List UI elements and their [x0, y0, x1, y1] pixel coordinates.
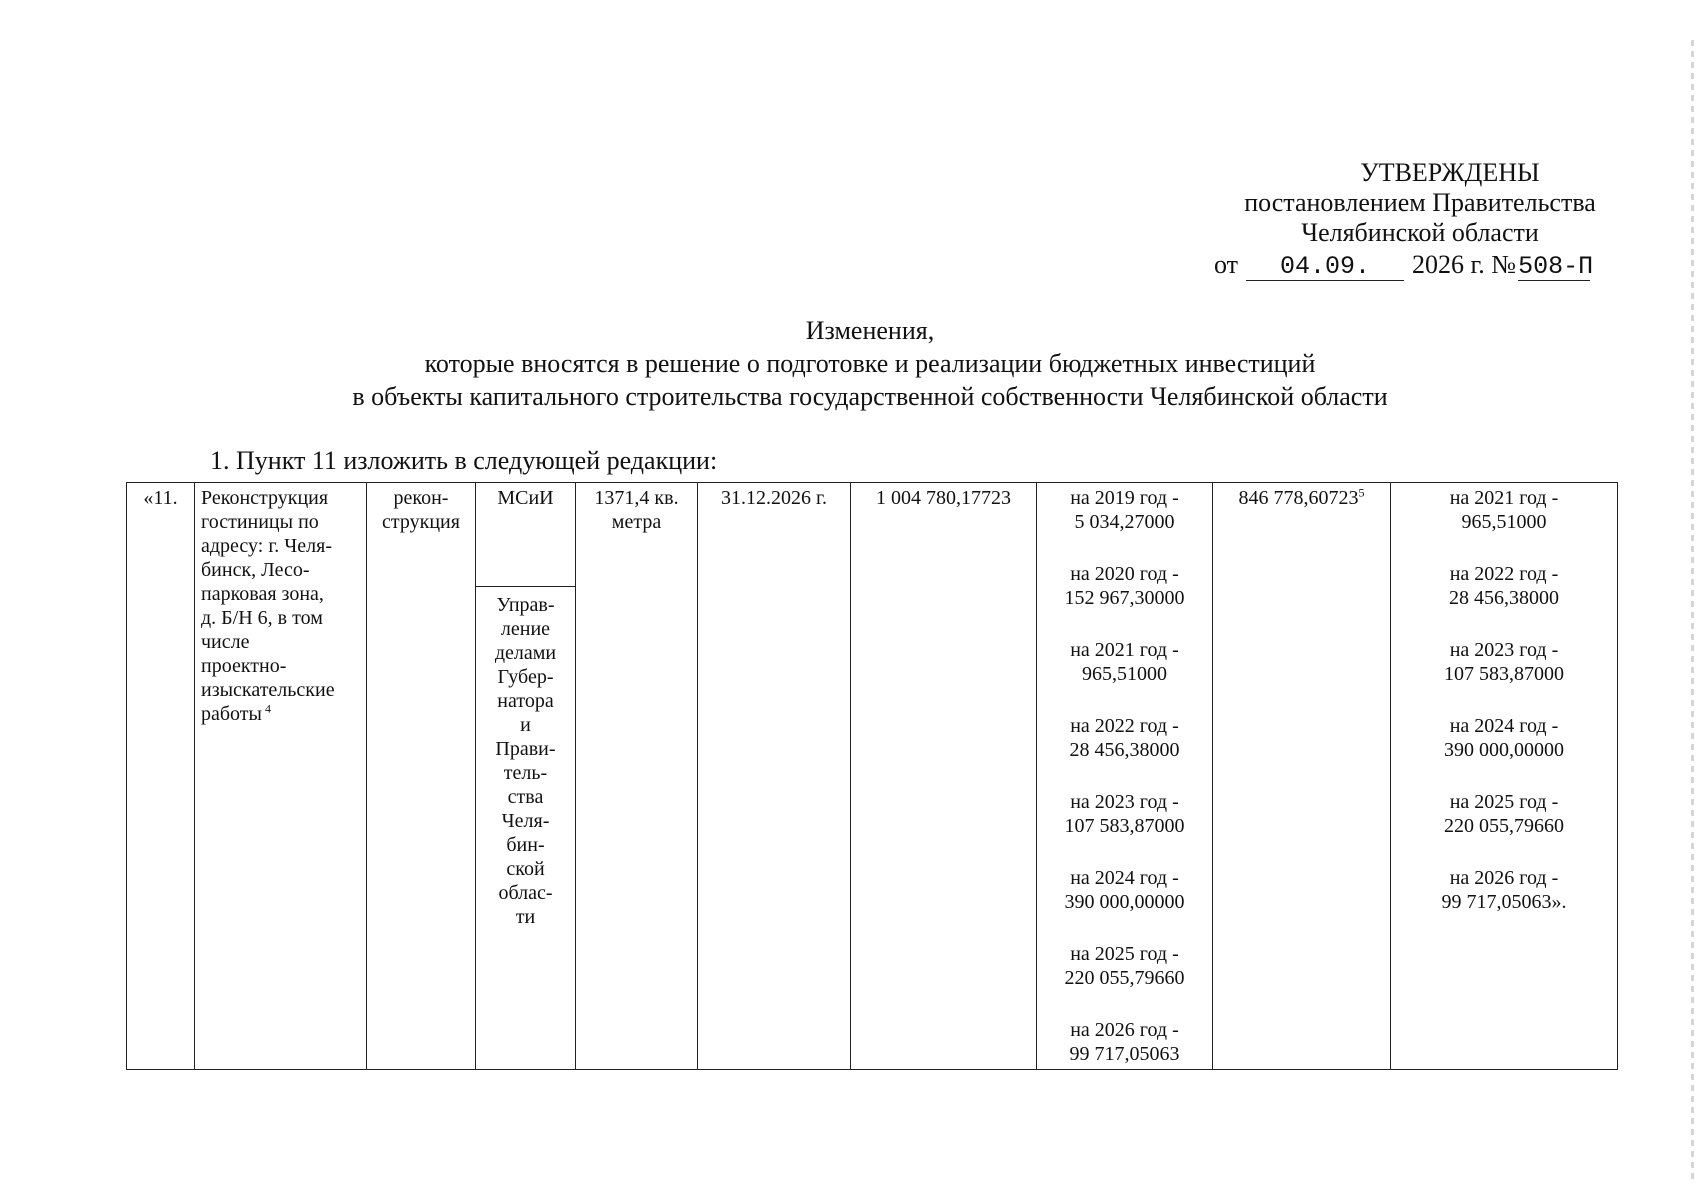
- object-name-line: работы $^4$: [201, 701, 271, 725]
- customer-administration: [476, 587, 575, 929]
- list-item: [1065, 562, 1185, 610]
- list-item: [1070, 1018, 1180, 1066]
- object-name-line: гостиницы по: [201, 511, 319, 533]
- object-name: [201, 486, 360, 726]
- object-name-line: д. Б/Н 6, в том: [201, 607, 323, 629]
- allocation-year: на 2021 год -: [1449, 487, 1559, 509]
- work-type: [373, 486, 469, 534]
- object-name-cell: [195, 483, 367, 1070]
- customer-line: Управ-: [496, 594, 555, 616]
- approval-stamp: [1190, 158, 1650, 281]
- list-item: [1450, 486, 1559, 534]
- approval-date-line: [1214, 250, 1650, 281]
- title-line-1: Изменения,: [805, 316, 935, 345]
- approval-year: 2026 г. №: [1412, 250, 1517, 279]
- allocation-amount: 390 000,00000: [1444, 739, 1564, 761]
- allocation-amount: 28 456,38000: [1449, 587, 1559, 609]
- list-item: [1444, 714, 1564, 762]
- approval-date: 04.09.: [1246, 254, 1404, 281]
- object-name-line: парковая зона,: [201, 583, 324, 605]
- list-item: [1070, 714, 1180, 762]
- investment-table: [126, 482, 1618, 1070]
- deadline-cell: [698, 483, 851, 1070]
- customer-line: Губер-: [497, 666, 554, 688]
- object-name-line: проектно-: [201, 655, 287, 677]
- customer-line: тель-: [503, 762, 548, 784]
- capacity: [582, 486, 691, 534]
- total-amount: 846 778,60723: [1238, 487, 1359, 509]
- allocation-year: на 2025 год -: [1070, 943, 1179, 965]
- title-line-2: которые вносятся в решение о подготовке и реализации бюджетных инвестиций: [424, 349, 1316, 378]
- regional-allocations-cell: [1391, 483, 1618, 1070]
- customer-line: ской: [506, 858, 545, 880]
- list-item: [1065, 942, 1185, 990]
- customer-line: облас-: [498, 882, 553, 904]
- customer-line: и: [520, 714, 531, 736]
- object-name-line: числе: [201, 631, 250, 653]
- capacity-line: 1371,4 кв.: [594, 487, 679, 509]
- list-item: [1070, 638, 1179, 686]
- allocations-list: [1043, 486, 1206, 1066]
- allocation-amount: 220 055,79660: [1064, 967, 1185, 989]
- object-name-line: адресу: г. Челя-: [201, 535, 332, 557]
- object-name-line: Реконструкция: [201, 487, 329, 509]
- customer-line: бин-: [506, 834, 545, 856]
- regional-allocations-list: [1397, 486, 1611, 914]
- allocation-amount: 965,51000: [1461, 511, 1547, 533]
- customer-line: ление: [500, 618, 551, 640]
- list-item: [1442, 866, 1567, 914]
- allocation-year: на 2020 год -: [1070, 563, 1179, 585]
- customer-line: Челя-: [501, 810, 550, 832]
- customer-line: делами: [494, 642, 557, 664]
- allocation-year: на 2023 год -: [1449, 639, 1559, 661]
- list-item: [1065, 790, 1185, 838]
- customer-line: ти: [515, 906, 536, 928]
- allocation-amount: 107 583,87000: [1064, 815, 1185, 837]
- customer-ministry: МСиИ: [476, 483, 575, 587]
- allocation-year: на 2021 год -: [1070, 639, 1179, 661]
- list-item: [1070, 486, 1179, 534]
- object-footnote: 4: [261, 701, 271, 716]
- allocation-amount: 5 034,27000: [1074, 511, 1175, 533]
- allocation-year: на 2026 год -: [1070, 1019, 1179, 1041]
- row-number: «11.: [127, 483, 195, 1070]
- allocation-year: на 2024 год -: [1070, 867, 1179, 889]
- allocation-amount: 99 717,05063: [1069, 1043, 1180, 1065]
- total-amount-cell: [1213, 483, 1391, 1070]
- allocation-year: на 2022 год -: [1070, 715, 1179, 737]
- allocation-amount: 152 967,30000: [1064, 587, 1185, 609]
- lead-paragraph: 1. Пункт 11 изложить в следующей редакции:: [210, 446, 718, 475]
- object-name-line: бинск, Лесо-: [201, 559, 310, 581]
- document-title: [0, 314, 1698, 413]
- total-footnote: 5: [1358, 485, 1365, 500]
- allocation-amount: 107 583,87000: [1444, 663, 1564, 685]
- allocation-amount: 965,51000: [1081, 663, 1167, 685]
- estimated-cost: 1 004 780,17723: [876, 487, 1011, 509]
- list-item: [1449, 562, 1559, 610]
- list-item: [1444, 638, 1564, 686]
- deadline: 31.12.2026 г.: [721, 487, 827, 509]
- allocation-year: на 2023 год -: [1070, 791, 1179, 813]
- customer-cell: [476, 483, 576, 1070]
- allocation-year: на 2022 год -: [1449, 563, 1559, 585]
- customer-line: ства: [507, 786, 544, 808]
- allocation-year: на 2026 год -: [1449, 867, 1559, 889]
- allocation-year: на 2025 год -: [1449, 791, 1559, 813]
- allocation-amount: 99 717,05063».: [1441, 891, 1567, 913]
- work-type-line: рекон-: [393, 487, 449, 509]
- approval-from-prefix: от: [1214, 250, 1239, 279]
- allocation-amount: 390 000,00000: [1064, 891, 1185, 913]
- work-type-line: струкция: [382, 511, 460, 533]
- scan-edge-artifact: [1691, 40, 1694, 1180]
- work-type-cell: [367, 483, 476, 1070]
- allocation-amount: 28 456,38000: [1069, 739, 1180, 761]
- approval-number: 508-П: [1518, 252, 1594, 281]
- approval-heading: УТВЕРЖДЕНЫ: [1360, 158, 1540, 187]
- table-row: [127, 483, 1618, 1070]
- allocation-year: на 2019 год -: [1070, 487, 1179, 509]
- customer-line: Прави-: [495, 738, 556, 760]
- allocations-cell: [1037, 483, 1213, 1070]
- title-line-3: в объекты капитального строительства государственной собственности Челябинской области: [352, 382, 1388, 411]
- capacity-cell: [576, 483, 698, 1070]
- customer-line: натора: [497, 690, 554, 712]
- list-item: [1065, 866, 1185, 914]
- approval-line-region: Челябинской области: [1301, 218, 1539, 247]
- allocation-year: на 2024 год -: [1449, 715, 1559, 737]
- list-item: [1444, 790, 1564, 838]
- capacity-line: метра: [611, 511, 662, 533]
- approval-line-resolution: постановлением Правительства: [1244, 188, 1596, 217]
- allocation-amount: 220 055,79660: [1444, 815, 1564, 837]
- estimated-cost-cell: [851, 483, 1037, 1070]
- object-name-line: изыскательские: [201, 679, 335, 701]
